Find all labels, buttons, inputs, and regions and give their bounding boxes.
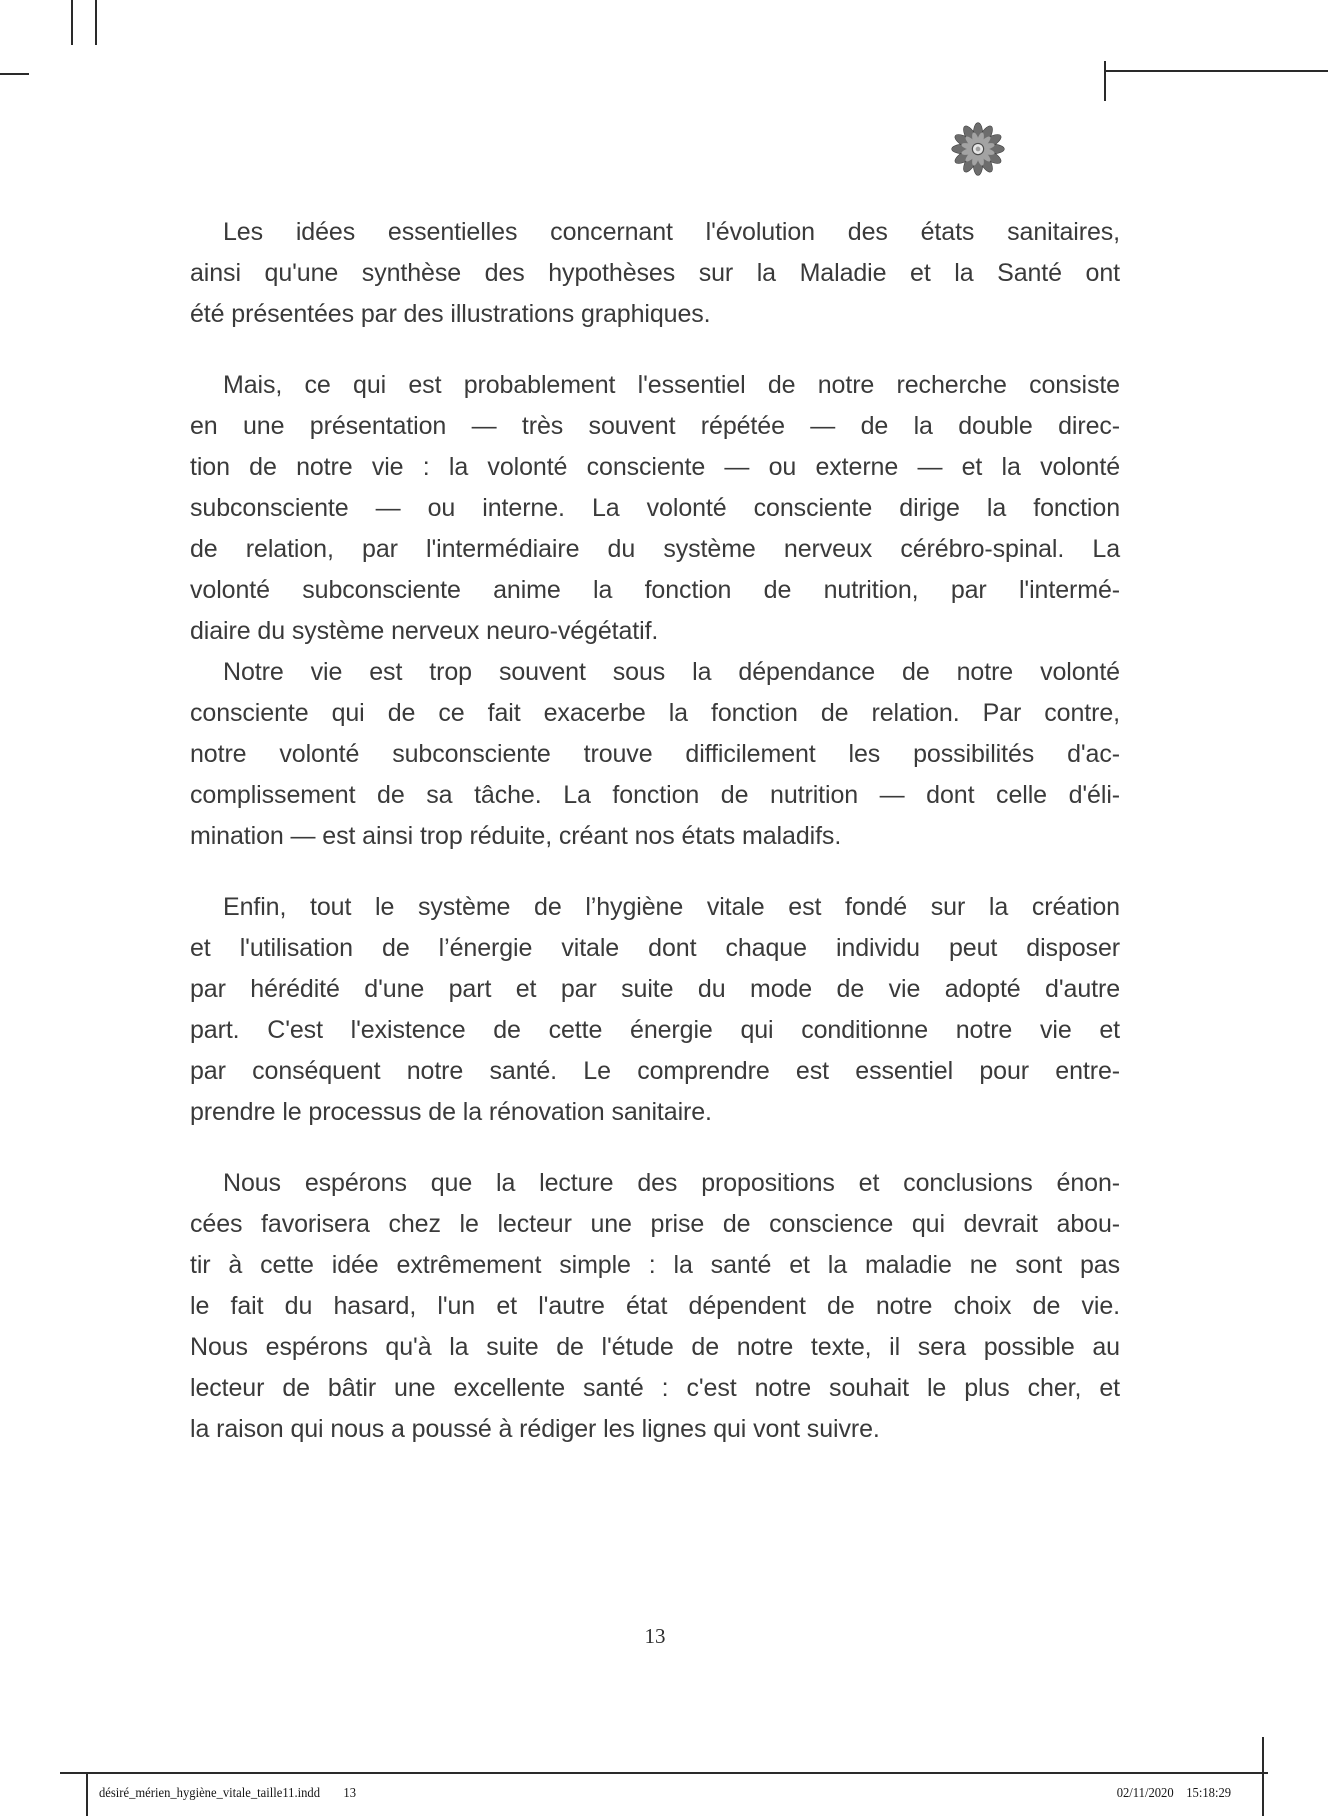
crop-mark-top-left-h [0,73,29,75]
text-line: tir à cette idée extrêmement simple : la santé et la maladie ne sont pas [190,1251,1120,1279]
body-text [190,212,1120,1450]
crop-mark-top-right-v [1104,61,1106,101]
footer-slug-left [99,1786,356,1802]
footer-sheet-number: 13 [343,1786,357,1801]
text-line: lecteur de bâtir une excellente santé : c'est notre souhait le plus cher, et [190,1374,1120,1402]
text-line: par hérédité d'une part et par suite du mode de vie adopté d'autre [190,975,1120,1003]
crop-mark-top-right-h [1104,70,1328,72]
crop-mark-top-left-v2 [95,0,97,45]
paragraph [190,365,1120,652]
text-line: mination — est ainsi trop réduite, créant nos états maladifs. [190,822,842,850]
paragraph [190,212,1120,335]
text-line: de relation, par l'intermédiaire du système nerveux cérébro-spinal. La [190,535,1120,563]
footer-filename: désiré_mérien_hygiène_vitale_taille11.indd [99,1786,321,1801]
text-line: et l'utilisation de l’énergie vitale dont chaque individu peut disposer [190,934,1120,962]
text-line: Les idées essentielles concernant l'évolution des états sanitaires, [223,218,1120,246]
text-line: Enfin, tout le système de l’hygiène vitale est fondé sur la création [223,893,1120,921]
text-line: le fait du hasard, l'un et l'autre état dépendent de notre choix de vie. [190,1292,1120,1320]
text-line: en une présentation — très souvent répétée — de la double direc- [190,412,1120,440]
text-line: prendre le processus de la rénovation sanitaire. [190,1098,712,1126]
crop-mark-bottom-h [60,1772,1268,1774]
text-line: Notre vie est trop souvent sous la dépendance de notre volonté [223,658,1120,686]
text-line: diaire du système nerveux neuro-végétatif. [190,617,659,645]
text-line: Nous espérons que la lecture des propositions et conclusions énon- [223,1169,1120,1197]
text-line: part. C'est l'existence de cette énergie qui conditionne notre vie et [190,1016,1120,1044]
crop-mark-bottom-right-v [1262,1737,1264,1816]
crop-mark-top-left-v1 [71,0,73,45]
text-line: été présentées par des illustrations graphiques. [190,300,711,328]
text-line: notre volonté subconsciente trouve difficilement les possibilités d'ac- [190,740,1120,768]
text-line: consciente qui de ce fait exacerbe la fonction de relation. Par contre, [190,699,1120,727]
footer-time: 15:18:29 [1186,1786,1231,1801]
text-line: ainsi qu'une synthèse des hypothèses sur la Maladie et la Santé ont [190,259,1120,287]
paragraph [190,1163,1120,1450]
paragraph [190,652,1120,857]
text-line: Nous espérons qu'à la suite de l'étude de notre texte, il sera possible au [190,1333,1120,1361]
crop-mark-bottom-left-v [86,1772,88,1816]
text-line: tion de notre vie : la volonté consciente — ou externe — et la volonté [190,453,1120,481]
text-line: par conséquent notre santé. Le comprendre est essentiel pour entre- [190,1057,1120,1085]
paragraph [190,887,1120,1133]
footer-slug-right [1117,1786,1231,1802]
page-number: 13 [644,1624,666,1648]
text-line: complissement de sa tâche. La fonction de nutrition — dont celle d'éli- [190,781,1120,809]
text-line: subconsciente — ou interne. La volonté consciente dirige la fonction [190,494,1120,522]
text-line: la raison qui nous a poussé à rédiger les lignes qui vont suivre. [190,1415,880,1443]
text-line: cées favorisera chez le lecteur une prise de conscience qui devrait abou- [190,1210,1120,1238]
flower-ornament-icon [951,122,1005,176]
text-line: Mais, ce qui est probablement l'essentiel de notre recherche consiste [223,371,1120,399]
text-line: volonté subconsciente anime la fonction de nutrition, par l'intermé- [190,576,1120,604]
footer-date: 02/11/2020 [1116,1786,1174,1801]
